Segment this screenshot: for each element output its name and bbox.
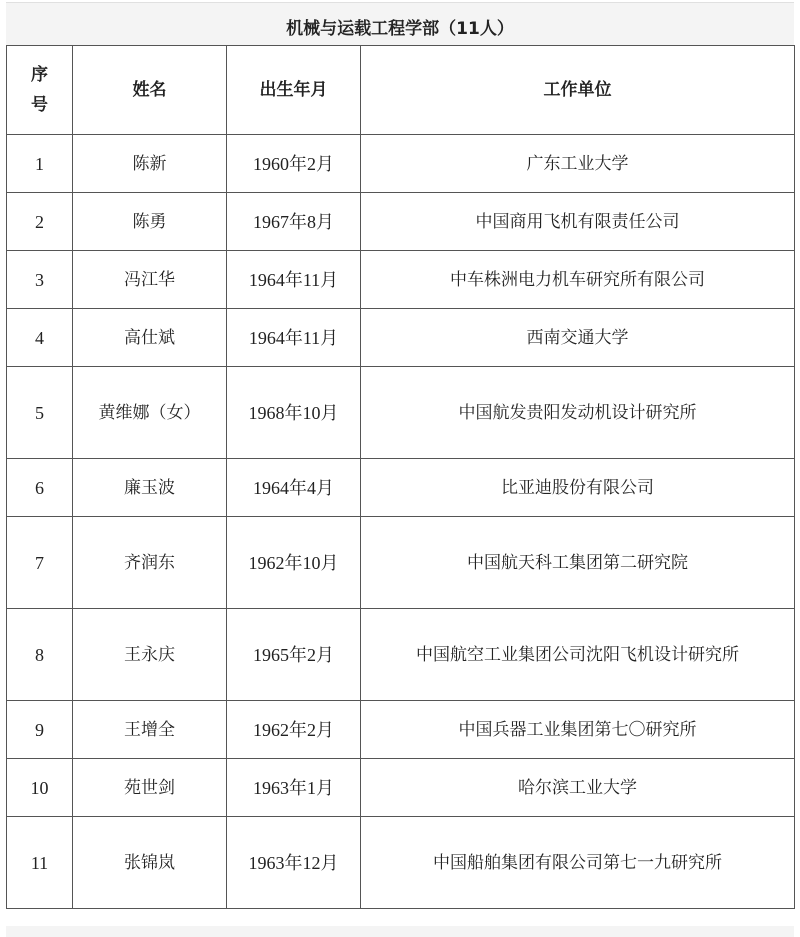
cell-name: 王永庆 <box>73 609 227 701</box>
table-row <box>7 609 795 701</box>
table-row <box>7 251 795 309</box>
table-row <box>7 759 795 817</box>
cell-name: 高仕斌 <box>73 309 227 367</box>
cell-birth: 1964年11月 <box>227 309 361 367</box>
cell-name: 陈勇 <box>73 193 227 251</box>
cell-name: 王增全 <box>73 701 227 759</box>
cell-name: 冯江华 <box>73 251 227 309</box>
table-row <box>7 367 795 459</box>
cell-name: 苑世剑 <box>73 759 227 817</box>
table-row <box>7 701 795 759</box>
cell-work: 中车株洲电力机车研究所有限公司 <box>361 251 795 309</box>
cell-work: 比亚迪股份有限公司 <box>361 459 795 517</box>
table-row <box>7 135 795 193</box>
cell-birth: 1968年10月 <box>227 367 361 459</box>
cell-name: 陈新 <box>73 135 227 193</box>
cell-name: 齐润东 <box>73 517 227 609</box>
cell-work: 中国航空工业集团公司沈阳飞机设计研究所 <box>361 609 795 701</box>
cell-seq: 5 <box>7 367 73 459</box>
table-title-bar <box>6 2 794 45</box>
table-row <box>7 193 795 251</box>
cell-work: 西南交通大学 <box>361 309 795 367</box>
cell-birth: 1964年4月 <box>227 459 361 517</box>
cell-seq: 4 <box>7 309 73 367</box>
cell-birth: 1967年8月 <box>227 193 361 251</box>
table-row <box>7 517 795 609</box>
cell-name: 张锦岚 <box>73 817 227 909</box>
table-row <box>7 817 795 909</box>
table-title: 机械与运载工程学部（11人） <box>286 19 514 39</box>
cell-birth: 1963年12月 <box>227 817 361 909</box>
cell-birth: 1960年2月 <box>227 135 361 193</box>
cell-birth: 1962年10月 <box>227 517 361 609</box>
cell-seq: 7 <box>7 517 73 609</box>
table-body <box>7 135 795 909</box>
cell-seq: 9 <box>7 701 73 759</box>
cell-seq: 8 <box>7 609 73 701</box>
header-name: 姓名 <box>73 46 227 135</box>
members-table <box>6 45 795 909</box>
cell-name: 廉玉波 <box>73 459 227 517</box>
table-row <box>7 309 795 367</box>
cell-seq: 10 <box>7 759 73 817</box>
cell-work: 中国航发贵阳发动机设计研究所 <box>361 367 795 459</box>
cell-birth: 1962年2月 <box>227 701 361 759</box>
header-work: 工作单位 <box>361 46 795 135</box>
cell-work: 中国航天科工集团第二研究院 <box>361 517 795 609</box>
cell-seq: 3 <box>7 251 73 309</box>
cell-seq: 11 <box>7 817 73 909</box>
cell-birth: 1965年2月 <box>227 609 361 701</box>
header-seq: 序 号 <box>7 46 73 135</box>
cell-seq: 6 <box>7 459 73 517</box>
cell-seq: 2 <box>7 193 73 251</box>
cell-seq: 1 <box>7 135 73 193</box>
cell-work: 中国商用飞机有限责任公司 <box>361 193 795 251</box>
cell-work: 中国船舶集团有限公司第七一九研究所 <box>361 817 795 909</box>
header-birth: 出生年月 <box>227 46 361 135</box>
cell-work: 中国兵器工业集团第七〇研究所 <box>361 701 795 759</box>
cell-work: 哈尔滨工业大学 <box>361 759 795 817</box>
footer-bar <box>6 926 794 937</box>
cell-work: 广东工业大学 <box>361 135 795 193</box>
cell-birth: 1964年11月 <box>227 251 361 309</box>
header-row <box>7 46 795 135</box>
cell-birth: 1963年1月 <box>227 759 361 817</box>
cell-name: 黄维娜（女） <box>73 367 227 459</box>
table-row <box>7 459 795 517</box>
